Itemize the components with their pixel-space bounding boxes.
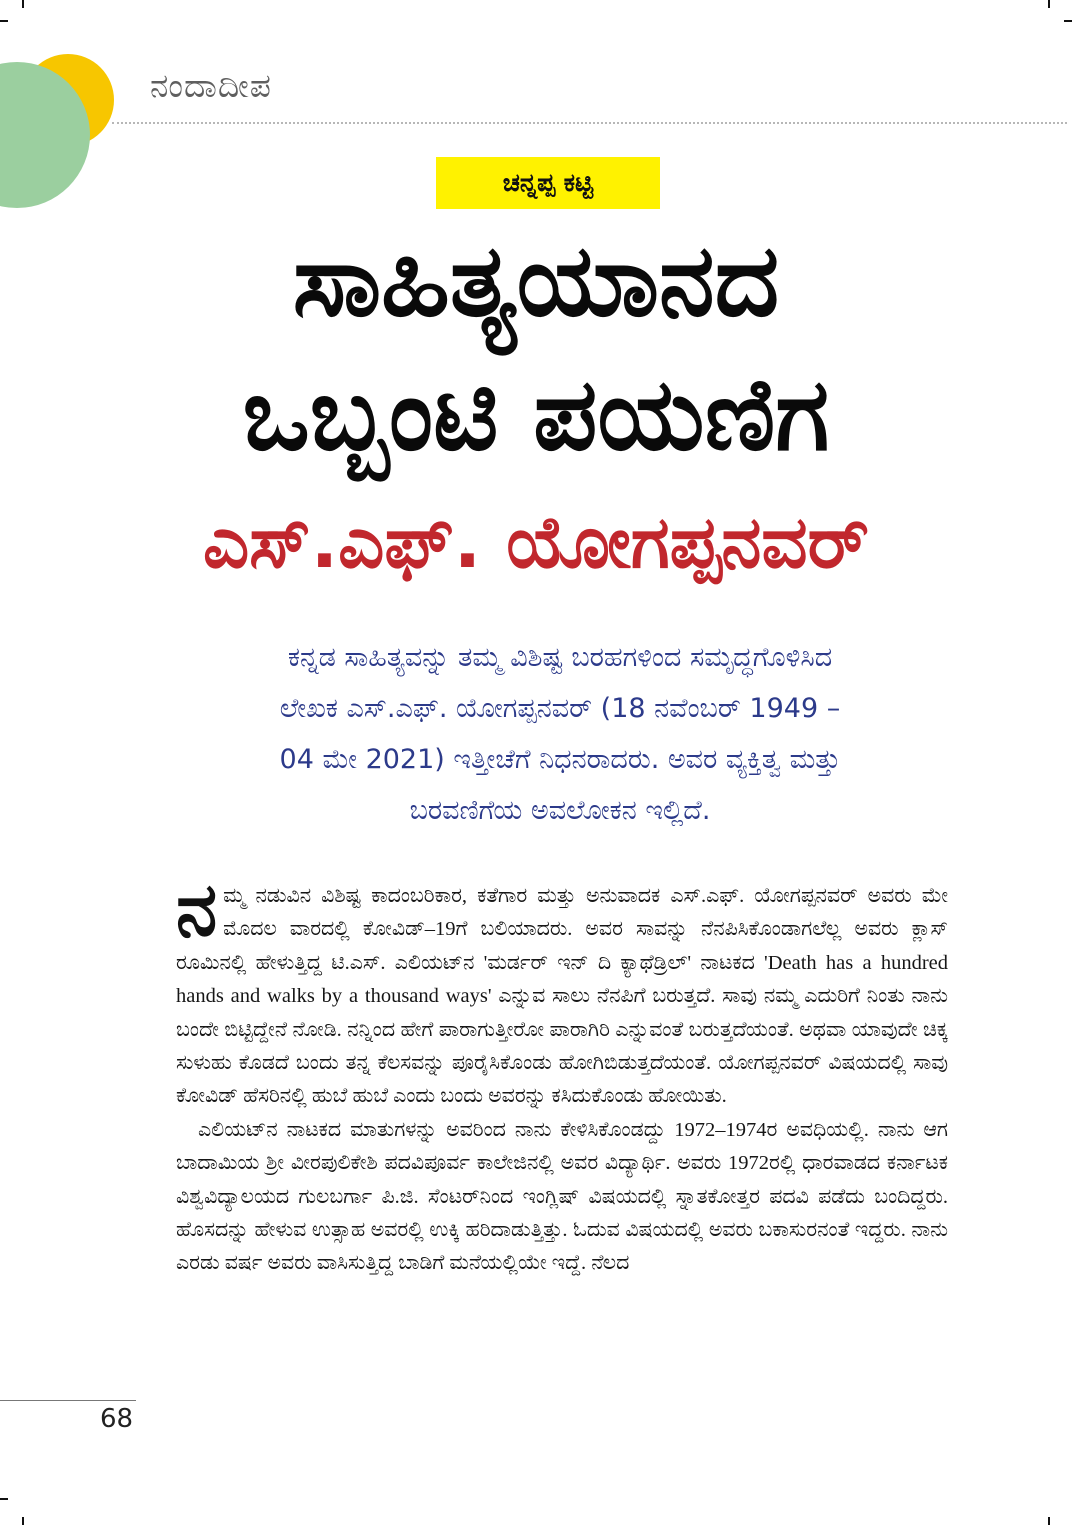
crop-mark bbox=[1048, 1517, 1050, 1525]
intro-line: ಕನ್ನಡ ಸಾಹಿತ್ಯವನ್ನು ತಮ್ಮ ವಿಶಿಷ್ಟ ಬರಹಗಳಿಂದ ಸಮೃದ್ಧಗೊಳಿಸಿದ bbox=[287, 642, 833, 673]
crop-mark bbox=[1064, 20, 1072, 22]
article-intro bbox=[180, 632, 940, 836]
paragraph-2: ಎಲಿಯಟ್‌ನ ನಾಟಕದ ಮಾತುಗಳನ್ನು ಅವರಿಂದ ನಾನು ಕೇಳಿಸಿಕೊಂಡದ್ದು 1972–1974ರ ಅವಧಿಯಲ್ಲಿ. ನಾನು ಆಗ ಬಾದಾಮಿಯ ಶ್ರೀ ವೀರಪುಲಿಕೇಶಿ ಪದವಿಪೂರ್ವ ಕಾಲೇಜಿನಲ್ಲಿ ಅವರ ವಿದ್ಯಾರ್ಥಿ. ಅವರು 1972ರಲ್ಲಿ ಧಾರವಾಡದ ಕರ್ನಾಟಕ ವಿಶ್ವವಿದ್ಯಾಲಯದ ಗುಲಬರ್ಗಾ ಪಿ.ಜಿ. ಸೆಂಟರ್‌ನಿಂದ ಇಂಗ್ಲಿಷ್ ವಿಷಯದಲ್ಲಿ ಸ್ನಾತಕೋತ್ತರ ಪದವಿ ಪಡೆದು ಬಂದಿದ್ದರು. ಹೊಸದನ್ನು ಹೇಳುವ ಉತ್ಸಾಹ ಅವರಲ್ಲಿ ಉಕ್ಕಿ ಹರಿದಾಡುತ್ತಿತ್ತು. ಓದುವ ವಿಷಯದಲ್ಲಿ ಅವರು ಬಕಾಸುರನಂತೆ ಇದ್ದರು. ನಾನು ಎರಡು ವರ್ಷ ಅವರು ವಾಸಿಸುತ್ತಿದ್ದ ಬಾಡಿಗೆ ಮನೆಯಲ್ಲಿಯೇ ಇದ್ದೆ. ನೆಲದ bbox=[176, 1118, 948, 1275]
crop-mark bbox=[22, 1517, 24, 1525]
paragraph-1 bbox=[176, 870, 948, 1114]
crop-mark bbox=[1048, 0, 1050, 8]
article-subject: ಎಸ್.ಎಫ್. ಯೋಗಪ್ಪನವರ್ bbox=[202, 500, 870, 584]
dropcap: ನ bbox=[176, 870, 218, 952]
intro-line: 04 ಮೇ 2021) ಇತ್ತೀಚೆಗೆ ನಿಧನರಾದರು. ಅವರ ವ್ಯಕ್ತಿತ್ವ ಮತ್ತು bbox=[279, 744, 841, 775]
article-title-line1: ಸಾಹಿತ್ಯಯಾನದ bbox=[292, 222, 780, 339]
footer-rule bbox=[0, 1400, 136, 1401]
intro-line: ಬರವಣಿಗೆಯ ಅವಲೋಕನ ಇಲ್ಲಿದೆ. bbox=[409, 795, 711, 826]
page-number: 68 bbox=[100, 1404, 134, 1434]
crop-mark bbox=[22, 0, 24, 8]
header-divider bbox=[112, 122, 1067, 124]
crop-mark bbox=[0, 1498, 8, 1500]
magazine-name: ನಂದಾದೀಪ bbox=[150, 66, 272, 105]
article-title-line2: ಒಬ್ಬಂಟಿ ಪಯಣಿಗ bbox=[242, 356, 830, 473]
article-body bbox=[176, 870, 948, 1281]
crop-mark bbox=[0, 20, 8, 22]
intro-line: ಲೇಖಕ ಎಸ್.ಎಫ್. ಯೋಗಪ್ಪನವರ್ (18 ನವೆಂಬರ್ 1949 – bbox=[279, 693, 841, 724]
author-tag: ಚನ್ನಪ್ಪ ಕಟ್ಟಿ bbox=[436, 157, 660, 209]
paragraph-1-text: ಮ್ಮ ನಡುವಿನ ವಿಶಿಷ್ಟ ಕಾದಂಬರಿಕಾರ, ಕತೆಗಾರ ಮತ್ತು ಅನುವಾದಕ ಎಸ್.ಎಫ್. ಯೋಗಪ್ಪನವರ್ ಅವರು ಮೇ ಮೊದಲ ವಾರದಲ್ಲಿ ಕೋವಿಡ್–19ಗೆ ಬಲಿಯಾದರು. ಅವರ ಸಾವನ್ನು ನೆನಪಿಸಿಕೊಂಡಾಗಲೆಲ್ಲ ಅವರು ಕ್ಲಾಸ್ ರೂಮಿನಲ್ಲಿ ಹೇಳುತ್ತಿದ್ದ ಟಿ.ಎಸ್. ಎಲಿಯಟ್‌ನ 'ಮರ್ಡರ್ ಇನ್ ದಿ ಕ್ಯಾಥೆಡ್ರಿಲ್' ನಾಟಕದ 'Death has a hundred hands and walks by a thousand ways' ಎನ್ನುವ ಸಾಲು ನೆನಪಿಗೆ ಬರುತ್ತದೆ. ಸಾವು ನಮ್ಮ ಎದುರಿಗೆ ನಿಂತು ನಾನು ಬಂದೇ ಬಿಟ್ಟಿದ್ದೇನೆ ನೋಡಿ. ನನ್ನಿಂದ ಹೇಗೆ ಪಾರಾಗುತ್ತೀರೋ ಪಾರಾಗಿರಿ ಎನ್ನುವಂತೆ ಬರುತ್ತದೆಯಂತೆ. ಅಥವಾ ಯಾವುದೇ ಚಿಕ್ಕ ಸುಳುಹು ಕೊಡದೆ ಬಂದು ತನ್ನ ಕೆಲಸವನ್ನು ಪೂರೈಸಿಕೊಂಡು ಹೋಗಿಬಿಡುತ್ತದೆಯಂತೆ. ಯೋಗಪ್ಪನವರ್ ವಿಷಯದಲ್ಲಿ ಸಾವು ಕೋವಿಡ್ ಹೆಸರಿನಲ್ಲಿ ಹುಬೆ ಹುಬೆ ಎಂದು ಬಂದು ಅವರನ್ನು ಕಸಿದುಕೊಂಡು ಹೋಯಿತು. bbox=[176, 885, 948, 1108]
